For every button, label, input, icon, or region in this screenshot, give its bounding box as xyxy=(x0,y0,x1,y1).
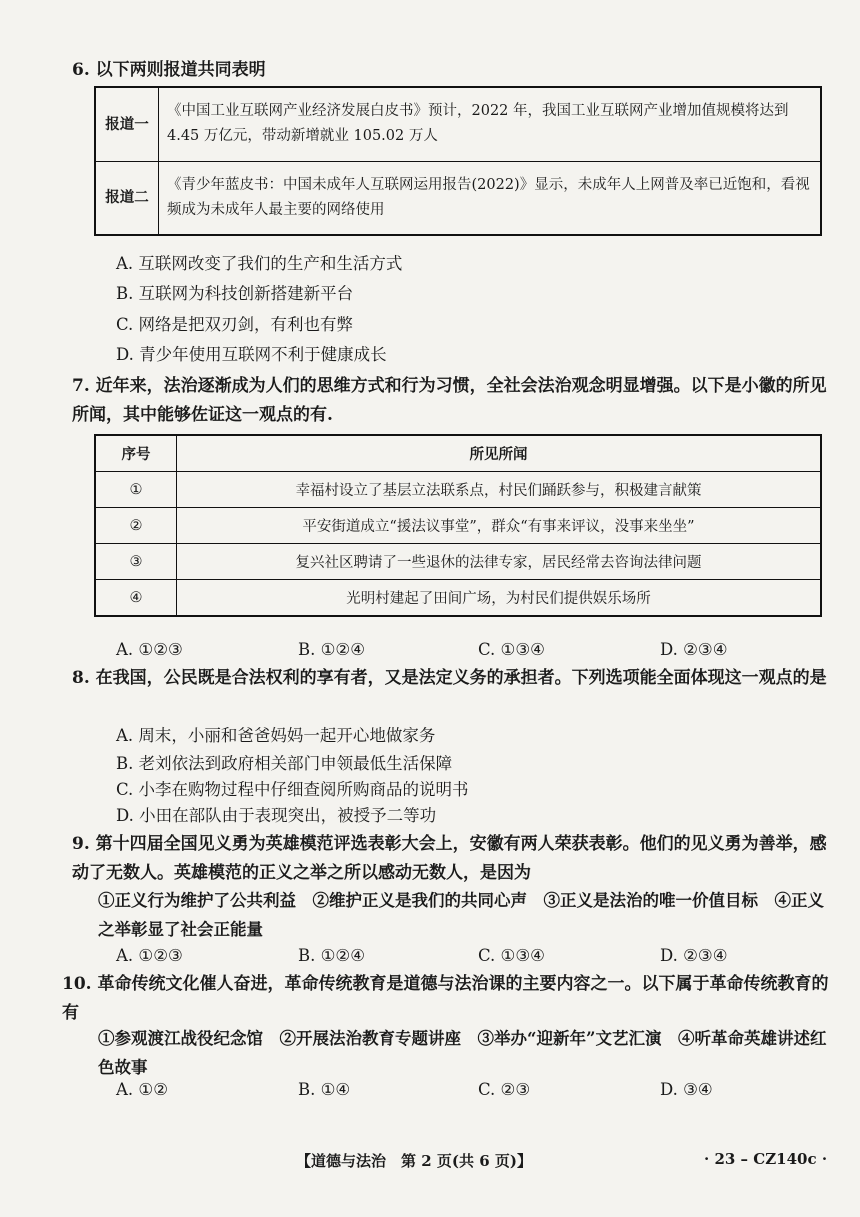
table-row xyxy=(95,472,821,508)
option-d: D. ②③④ xyxy=(660,640,728,659)
row-text: 幸福村设立了基层立法联系点，村民们踊跃参与，积极建言献策 xyxy=(177,472,822,508)
column-header: 所见所闻 xyxy=(177,435,822,472)
report-label: 报道一 xyxy=(95,87,159,161)
option-d: D. ②③④ xyxy=(660,946,728,965)
row-number: ④ xyxy=(95,580,177,617)
question-10-stem: 10. 革命传统文化催人奋进，革命传统教育是道德与法治课的主要内容之一。以下属于革命传统教育的有 xyxy=(62,974,829,1023)
option-b: B. ①②④ xyxy=(298,946,365,965)
question-9-stem: 9. 第十四届全国见义勇为英雄模范评选表彰大会上，安徽有两人荣获表彰。他们的见义勇为善举，感动了无数人。英雄模范的正义之举之所以感动无数人，是因为 xyxy=(72,834,827,883)
option-d: D. 青少年使用互联网不利于健康成长 xyxy=(116,345,387,364)
question-6-table xyxy=(94,86,822,236)
option-a: A. ①②③ xyxy=(116,640,183,659)
question-10 xyxy=(62,970,832,1028)
row-number: ② xyxy=(95,508,177,544)
option-a: A. ①② xyxy=(116,1080,168,1099)
option-d: D. 小田在部队由于表现突出，被授予二等功 xyxy=(116,806,437,825)
option-d: D. ③④ xyxy=(660,1080,713,1099)
option-a: A. 周末，小丽和爸爸妈妈一起开心地做家务 xyxy=(116,726,436,745)
question-9 xyxy=(72,830,832,888)
row-text: 复兴社区聘请了一些退休的法律专家，居民经常去咨询法律问题 xyxy=(177,544,822,580)
page-footer: 【道德与法治 第 2 页(共 6 页)】 xyxy=(296,1152,532,1170)
table-row xyxy=(95,87,821,161)
table-row xyxy=(95,580,821,617)
option-c: C. 网络是把双刃剑，有利也有弊 xyxy=(116,315,354,334)
row-text: 光明村建起了田间广场，为村民们提供娱乐场所 xyxy=(177,580,822,617)
row-number: ③ xyxy=(95,544,177,580)
question-10-statements: ①参观渡江战役纪念馆 ②开展法治教育专题讲座 ③举办“迎新年”文艺汇演 ④听革命英雄讲述红色故事 xyxy=(98,1029,827,1077)
table-row xyxy=(95,161,821,235)
table-header-row xyxy=(95,435,821,472)
row-text: 平安街道成立“援法议事堂”，群众“有事来评议，没事来坐坐” xyxy=(177,508,822,544)
question-7-stem: 7. 近年来，法治逐渐成为人们的思维方式和行为习惯，全社会法治观念明显增强。以下是小徽的所见所闻，其中能够佐证这一观点的有. xyxy=(72,376,827,425)
question-6 xyxy=(72,56,832,85)
exam-code: · 23 – CZ140c · xyxy=(704,1150,828,1168)
option-c: C. ①③④ xyxy=(478,946,545,965)
report-label: 报道二 xyxy=(95,161,159,235)
question-7 xyxy=(72,372,832,430)
question-8-stem: 8. 在我国，公民既是合法权利的享有者，又是法定义务的承担者。下列选项能全面体现这一观点的是 xyxy=(72,668,827,688)
question-6-stem: 6. 以下两则报道共同表明 xyxy=(72,60,266,80)
row-number: ① xyxy=(95,472,177,508)
option-a: A. 互联网改变了我们的生产和生活方式 xyxy=(116,254,403,273)
question-9-statements: ①正义行为维护了公共利益 ②维护正义是我们的共同心声 ③正义是法治的唯一价值目标 ④正义之举彰显了社会正能量 xyxy=(98,891,824,939)
option-b: B. 互联网为科技创新搭建新平台 xyxy=(116,284,354,303)
question-8 xyxy=(72,664,832,693)
table-row xyxy=(95,508,821,544)
option-c: C. ②③ xyxy=(478,1080,531,1099)
column-header: 序号 xyxy=(95,435,177,472)
option-b: B. ①②④ xyxy=(298,640,365,659)
option-c: C. ①③④ xyxy=(478,640,545,659)
option-b: B. ①④ xyxy=(298,1080,351,1099)
option-b: B. 老刘依法到政府相关部门申领最低生活保障 xyxy=(116,754,453,773)
report-text: 《中国工业互联网产业经济发展白皮书》预计，2022 年，我国工业互联网产业增加值规模将达到 4.45 万亿元，带动新增就业 105.02 万人 xyxy=(159,87,822,161)
option-c: C. 小李在购物过程中仔细查阅所购商品的说明书 xyxy=(116,780,469,799)
table-row xyxy=(95,544,821,580)
question-7-table xyxy=(94,434,822,617)
report-text: 《青少年蓝皮书：中国未成年人互联网运用报告(2022)》显示，未成年人上网普及率已近饱和，看视频成为未成年人最主要的网络使用 xyxy=(159,161,822,235)
option-a: A. ①②③ xyxy=(116,946,183,965)
